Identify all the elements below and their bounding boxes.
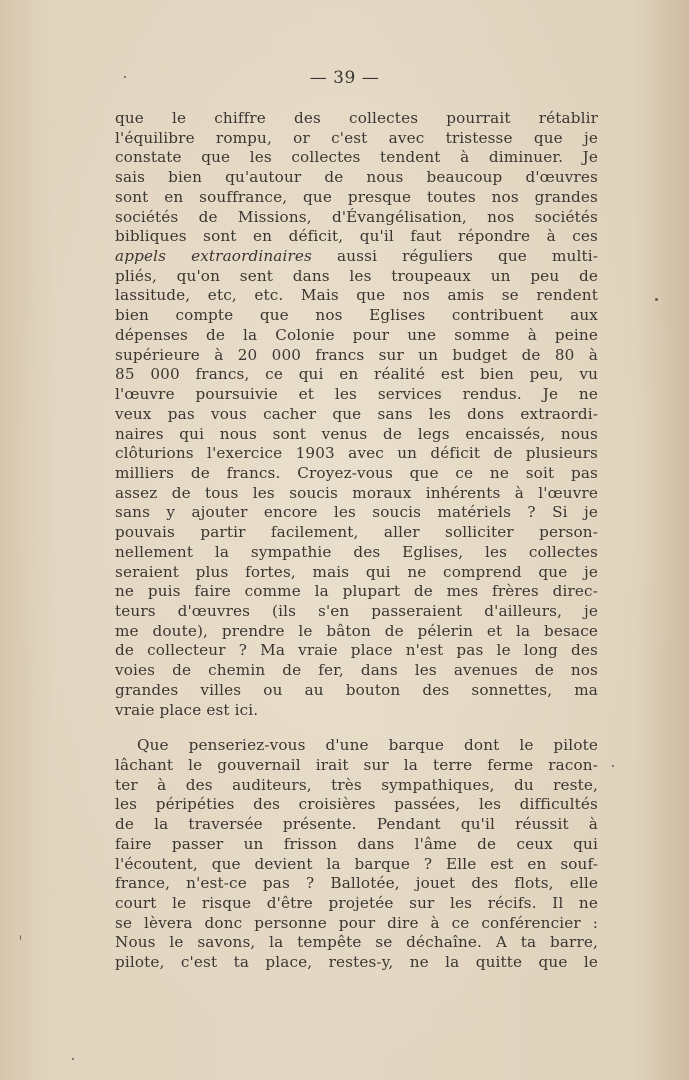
paper-speck <box>20 935 21 940</box>
text-line: Que penseriez-vous d'une barque dont le pilote <box>137 736 598 755</box>
text-line: france, n'est-ce pas ? Ballotée, jouet des flots, elle <box>115 874 598 893</box>
text-line: sais bien qu'autour de nous beaucoup d'œuvres <box>115 168 598 187</box>
text-line: me doute), prendre le bâton de pélerin et la besace <box>115 621 598 640</box>
text-line: sans y ajouter encore les soucis matériels ? Si je <box>115 503 598 522</box>
text-line: lâchant le gouvernail irait sur la terre ferme racon- <box>115 756 598 774</box>
paper-speck <box>612 765 614 767</box>
text-line: pliés, qu'on sent dans les troupeaux un peu de <box>115 266 598 285</box>
page-number: — 39 — <box>309 68 380 88</box>
text-line: nellement la sympathie des Eglises, les collectes <box>115 542 598 561</box>
text-line: que le chiffre des collectes pourrait rétablir <box>115 109 598 127</box>
text-line: seraient plus fortes, mais qui ne comprend que je <box>115 562 598 581</box>
text-line: sont en souffrance, que presque toutes nos grandes <box>115 187 598 206</box>
text-line: de la traversée présente. Pendant qu'il réussit à <box>115 815 598 834</box>
paragraph-1 <box>115 109 598 720</box>
text-line: ne puis faire comme la plupart de mes frères direc- <box>115 582 598 601</box>
text-line: dépenses de la Colonie pour une somme à peine <box>115 325 598 344</box>
text-line: l'équilibre rompu, or c'est avec tristesse que je <box>115 128 598 147</box>
paper-speck <box>655 298 658 301</box>
text-block <box>115 109 598 973</box>
text-line: grandes villes ou au bouton des sonnettes, ma <box>115 680 598 699</box>
text-line: court le risque d'être projetée sur les récifs. Il ne <box>115 894 598 913</box>
paper-speck <box>124 76 126 78</box>
text-line-rest: aussi réguliers que multi- <box>312 247 598 266</box>
text-line: lassitude, etc, etc. Mais que nos amis se rendent <box>115 286 598 305</box>
text-line: constate que les collectes tendent à diminuer. Je <box>115 148 598 167</box>
text-line: bien compte que nos Eglises contribuent aux <box>115 306 598 325</box>
text-line: les péripéties des croisières passées, les difficultés <box>115 795 598 814</box>
text-line: l'écoutent, que devient la barque ? Elle est en souf- <box>115 854 598 873</box>
text-line: ter à des auditeurs, très sympathiques, du reste, <box>115 775 598 794</box>
text-line: se lèvera donc personne pour dire à ce conférencier : <box>115 913 598 932</box>
text-line: naires qui nous sont venus de legs encaissés, nous <box>115 424 598 443</box>
paper-speck <box>72 1058 74 1060</box>
paragraph-spacer <box>115 720 598 736</box>
italic-phrase: appels extraordinaires <box>115 247 313 266</box>
paragraph-2 <box>115 736 598 973</box>
text-line: vraie place est ici. <box>115 700 259 719</box>
text-line: veux pas vous cacher que sans les dons extraordi- <box>115 404 598 423</box>
text-line: clôturions l'exercice 1903 avec un déficit de plusieurs <box>115 444 598 463</box>
text-line: bibliques sont en déficit, qu'il faut répondre à ces <box>115 227 598 246</box>
text-line: Nous le savons, la tempête se déchaîne. A ta barre, <box>115 933 598 952</box>
text-line: faire passer un frisson dans l'âme de ceux qui <box>115 834 598 853</box>
text-line: assez de tous les soucis moraux inhérents à l'œuvre <box>115 483 598 502</box>
text-line: 85 000 francs, ce qui en réalité est bien peu, vu <box>115 365 598 384</box>
text-line: de collecteur ? Ma vraie place n'est pas le long des <box>115 641 598 660</box>
text-line: milliers de francs. Croyez-vous que ce ne soit pas <box>115 463 598 482</box>
text-line: teurs d'œuvres (ils s'en passeraient d'ailleurs, je <box>115 601 598 620</box>
text-line: sociétés de Missions, d'Évangélisation, nos sociétés <box>115 207 598 226</box>
text-line: supérieure à 20 000 francs sur un budget de 80 à <box>115 345 598 364</box>
text-line: pilote, c'est ta place, restes-y, ne la quitte que le <box>115 953 598 972</box>
text-line: pouvais partir facilement, aller solliciter person- <box>115 523 598 542</box>
text-line: l'œuvre poursuivie et les services rendus. Je ne <box>115 385 598 404</box>
text-line <box>115 247 598 267</box>
text-line: voies de chemin de fer, dans les avenues de nos <box>115 661 598 680</box>
